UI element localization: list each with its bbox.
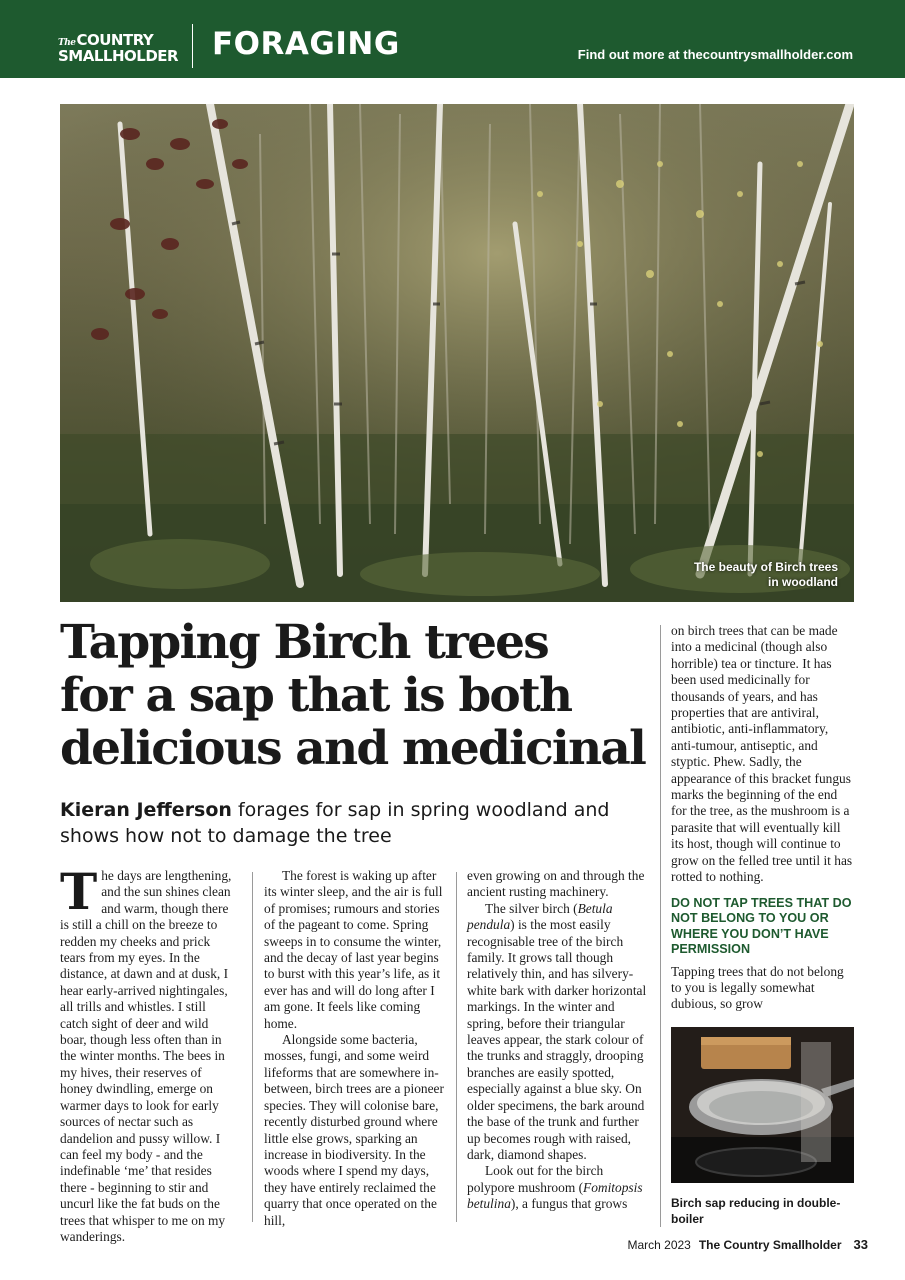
body-column-3	[467, 868, 650, 1213]
logo-the: The	[58, 38, 76, 48]
magazine-logo[interactable]	[58, 31, 179, 65]
column-rule	[252, 872, 253, 1222]
header-divider	[192, 24, 193, 68]
text-run: ) is the most easily recognisable tree of the birch family. It grows tall though relatively thin, and has silvery-white bark with darker horizontal markings. In the winter and spring, before their triangular leaves appear, the stark colour of the trunks and straggly, drooping branches are easily spotted, especially against a blue sky. On older specimens, the bark around the base of the trunk and further up becomes rough with raised, dark, diamond shapes.	[467, 917, 647, 1162]
headline-line3: delicious and medicinal	[60, 721, 646, 776]
text-run: The silver birch (	[485, 900, 578, 916]
birch-woodland-illustration	[60, 104, 854, 602]
drop-cap: T	[60, 862, 98, 921]
photo-caption-line1: The beauty of Birch trees	[693, 560, 838, 574]
section-title: FORAGING	[212, 26, 400, 62]
double-boiler-photo	[671, 1027, 854, 1183]
main-photo	[60, 104, 854, 602]
logo-line1: COUNTRY	[76, 31, 154, 49]
paragraph	[467, 901, 650, 1164]
standfirst	[60, 797, 650, 849]
paragraph: he days are lengthening, and the sun shines clean and warm, though there is still a chill on the breeze to redden my cheeks and prick tears from my eyes. In the distance, at dawn and at dusk, I hear early-arrived nightingales, all trills and whistles. I still catch sight of deer and wild boar, though less often than in the winter months. The bees in my hives, their reserves of honey dwindling, emerge on warmer days to look for early sources of nectar such as dandelion and pussy willow. I can feel my body - and the indefinable ‘me’ that resides there - beginning to stir and uncurl like the fat buds on the trees that whisper to me on my wanderings.	[60, 868, 232, 1244]
page-number: 33	[853, 1237, 868, 1252]
body-column-4	[671, 623, 854, 1013]
paragraph: Alongside some bacteria, mosses, fungi, and some weird lifeforms that are somewhere in-between, birch trees are a pioneer species. They will colonise bare, recently disturbed ground where little else grows, sparking an increase in biodiversity. In the woods where I spend my days, they have entirely reclaimed the quarry that once operated on the hill,	[264, 1032, 444, 1228]
paragraph: Tapping trees that do not belong to you is legally somewhat dubious, so grow	[671, 963, 844, 1012]
magazine-name: The Country Smallholder	[698, 1238, 842, 1252]
paragraph	[467, 1163, 650, 1212]
headline-line1: Tapping Birch trees	[60, 615, 548, 670]
body-column-2	[264, 868, 446, 1229]
photo2-caption: Birch sap reducing in double-boiler	[671, 1196, 841, 1226]
headline-line2: for a sap that is both	[60, 668, 572, 723]
text-run: ), a fungus that grows	[510, 1196, 628, 1212]
double-boiler-illustration	[671, 1027, 854, 1183]
author-name: Kieran Jefferson	[60, 799, 232, 821]
text-run: Look out for the birch polypore mushroom (	[467, 1163, 604, 1195]
issue-date: March 2023	[627, 1238, 691, 1252]
photo-caption-line2: in woodland	[768, 575, 838, 589]
paragraph: on birch trees that can be made into a medicinal (though also horrible) tea or tincture. It has been used medicinally for thousands of years, and has properties that are antiviral, antibiotic, anti-inflammatory, anti-tumour, antiseptic, and styptic. Phew. Sadly, the appearance of this bracket fungus marks the beginning of the end for the tree, as the mushroom is a parasite that will eventually kill its host, though will continue to grow on the felled tree until it has rotted to nothing.	[671, 623, 853, 885]
logo-line2: SMALLHOLDER	[58, 47, 179, 65]
latin-name: Betula pendula	[467, 900, 613, 933]
article-headline	[60, 616, 660, 775]
latin-name: Fomitopsis betulina	[467, 1179, 643, 1212]
standfirst-text: forages for sap in spring woodland and shows how not to damage the tree	[60, 799, 610, 847]
photo-caption	[668, 560, 838, 590]
column-rule	[660, 625, 661, 1227]
paragraph: even growing on and through the ancient rusting machinery.	[467, 868, 645, 900]
paragraph: The forest is waking up after its winter sleep, and the air is full of promises; rumours and stories of the pageant to come. Spring sweeps in to consume the winter, and the decay of last year begins to burst with this year’s life, as it ever has and will do long after I am gone. It feels like coming home.	[264, 868, 443, 1031]
page-footer	[627, 1237, 868, 1252]
website-link[interactable]: Find out more at thecountrysmallholder.com	[577, 47, 853, 62]
header-bar	[0, 0, 905, 78]
sub-heading: DO NOT TAP TREES THAT DO NOT BELONG TO YOU OR WHERE YOU DON’T HAVE PERMISSION	[671, 895, 852, 956]
body-column-1	[60, 862, 236, 1245]
column-rule	[456, 872, 457, 1222]
